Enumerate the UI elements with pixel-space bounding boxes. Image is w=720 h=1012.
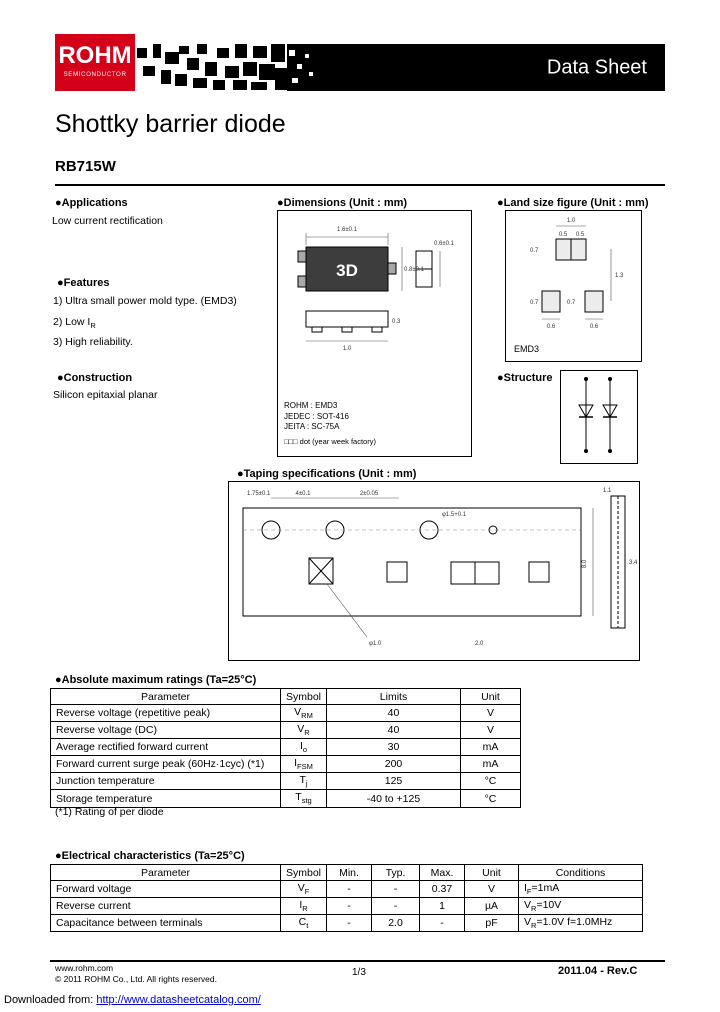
table-row <box>51 790 521 807</box>
typ-cell: - <box>372 898 420 915</box>
dimension-label: 2.0 <box>475 641 484 647</box>
taping-figure <box>228 481 640 661</box>
symbol-sub: j <box>305 779 308 789</box>
conditions-cell <box>519 881 643 898</box>
dimension-label: φ1.5+0.1 <box>442 512 467 518</box>
column-header-parameter: Parameter <box>51 689 281 705</box>
condition-sub: R <box>531 904 537 914</box>
dimension-label: 1.75±0.1 <box>247 491 271 497</box>
package-drawing <box>278 211 469 399</box>
unit-cell: µA <box>465 898 519 915</box>
table-row <box>51 915 643 932</box>
diode-schematic <box>561 371 635 461</box>
symbol-cell <box>281 722 327 739</box>
abs-max-heading: ●Absolute maximum ratings (Ta=25°C) <box>55 674 257 686</box>
limits-cell: 30 <box>327 739 461 756</box>
unit-cell: °C <box>461 790 521 807</box>
dimension-label: 0.7 <box>567 300 576 306</box>
symbol-cell <box>281 881 327 898</box>
condition-base: I <box>524 882 527 894</box>
features-heading: ●Features <box>57 277 110 289</box>
package-marking: 3D <box>336 261 358 280</box>
parameter-cell: Junction temperature <box>51 773 281 790</box>
dimension-label: 3.4 <box>629 560 637 566</box>
feature-item <box>53 334 237 355</box>
parameter-cell: Reverse voltage (DC) <box>51 722 281 739</box>
feature-text: 2) Low I <box>53 315 91 328</box>
download-note-prefix: Downloaded from: <box>4 994 97 1006</box>
column-header-limits: Limits <box>327 689 461 705</box>
abs-max-footnote: (*1) Rating of per diode <box>55 806 164 818</box>
dimension-label: 1.1 <box>603 488 612 494</box>
parameter-cell: Reverse current <box>51 898 281 915</box>
table-row <box>51 739 521 756</box>
package-views <box>298 247 432 332</box>
table-row <box>51 722 521 739</box>
max-cell: - <box>420 915 465 932</box>
table-row <box>51 898 643 915</box>
construction-heading: ●Construction <box>57 372 133 384</box>
min-cell: - <box>327 881 372 898</box>
column-header-parameter: Parameter <box>51 865 281 881</box>
land-package-label: EMD3 <box>514 344 540 354</box>
parameter-cell: Average rectified forward current <box>51 739 281 756</box>
symbol-cell <box>281 790 327 807</box>
symbol-cell <box>281 898 327 915</box>
symbol-base: I <box>294 757 298 770</box>
symbol-base: C <box>298 916 307 929</box>
dimensions-heading: ●Dimensions (Unit : mm) <box>277 197 408 209</box>
symbol-base: T <box>299 774 306 787</box>
max-cell: 0.37 <box>420 881 465 898</box>
dimension-label: 0.7 <box>530 300 539 306</box>
construction-body: Silicon epitaxial planar <box>53 389 158 401</box>
diode-symbols <box>579 379 617 451</box>
condition-sub: F <box>526 887 532 897</box>
conditions-cell <box>519 898 643 915</box>
dimension-label: 1.3 <box>615 273 624 279</box>
limits-cell: -40 to +125 <box>327 790 461 807</box>
feature-text: 1) Ultra small power mold type. (EMD3) <box>53 295 237 307</box>
symbol-cell <box>281 915 327 932</box>
dimensions-figure <box>277 210 472 457</box>
package-code-rohm: ROHM : EMD3 <box>284 401 338 410</box>
table-header-row <box>51 689 521 705</box>
symbol-sub: R <box>304 728 310 738</box>
dimension-label: 0.6±0.1 <box>434 241 454 247</box>
banner-title: Data Sheet <box>546 56 647 78</box>
table-row <box>51 881 643 898</box>
electrical-heading: ●Electrical characteristics (Ta=25°C) <box>55 850 245 862</box>
condition-rest: =10V <box>536 899 562 912</box>
feature-item <box>53 314 237 335</box>
symbol-cell <box>281 773 327 790</box>
column-header-max: Max. <box>420 865 465 881</box>
column-header-unit: Unit <box>461 689 521 705</box>
feature-item <box>53 293 237 314</box>
parameter-cell: Storage temperature <box>51 790 281 807</box>
footer-copyright: © 2011 ROHM Co., Ltd. All rights reserved. <box>55 974 218 984</box>
feature-sub: R <box>90 320 96 330</box>
limits-cell: 200 <box>327 756 461 773</box>
symbol-sub: stg <box>301 796 312 806</box>
footer-rule <box>50 960 665 962</box>
typ-cell: - <box>372 881 420 898</box>
symbol-sub: o <box>302 745 308 755</box>
page-title: Shottky barrier diode <box>55 110 286 138</box>
column-header-conditions: Conditions <box>519 865 643 881</box>
symbol-cell <box>281 705 327 722</box>
symbol-sub: F <box>304 887 310 897</box>
unit-cell: mA <box>461 739 521 756</box>
limits-cell: 40 <box>327 705 461 722</box>
dimension-label: 1.0 <box>342 346 352 352</box>
dimension-label: 1.6±0.1 <box>337 227 357 233</box>
download-note <box>4 994 261 1006</box>
rohm-logo-text: ROHM <box>58 42 132 69</box>
unit-cell: mA <box>461 756 521 773</box>
condition-sub: R <box>531 921 537 931</box>
absolute-maximum-ratings-table <box>50 688 521 808</box>
package-code-jedec: JEDEC : SOT-416 <box>284 411 349 421</box>
parameter-cell: Capacitance between terminals <box>51 915 281 932</box>
rohm-logo <box>55 34 135 91</box>
tape-drawing <box>229 482 637 658</box>
condition-rest: =1.0V f=1.0MHz <box>536 916 613 929</box>
limits-cell: 40 <box>327 722 461 739</box>
dimension-label: 0.6 <box>589 324 599 330</box>
structure-figure <box>560 370 638 464</box>
dimension-label: φ1.0 <box>369 641 382 647</box>
electrical-characteristics-table <box>50 864 643 932</box>
tape-views <box>243 496 625 628</box>
symbol-cell <box>281 756 327 773</box>
parameter-cell: Forward voltage <box>51 881 281 898</box>
package-codes <box>284 401 349 433</box>
table-row <box>51 705 521 722</box>
max-cell: 1 <box>420 898 465 915</box>
min-cell: - <box>327 915 372 932</box>
dimension-label: 0.5 <box>558 232 568 238</box>
unit-cell: V <box>461 705 521 722</box>
dimension-label: 4±0.1 <box>295 491 311 497</box>
symbol-base: T <box>295 791 302 804</box>
min-cell: - <box>327 898 372 915</box>
land-size-heading: ●Land size figure (Unit : mm) <box>497 197 649 209</box>
dimension-label: 0.8±0.1 <box>404 267 424 273</box>
dimension-label: 0.5 <box>575 232 585 238</box>
dimension-label: 0.3 <box>392 319 401 325</box>
condition-rest: =1mA <box>531 882 560 894</box>
column-header-unit: Unit <box>465 865 519 881</box>
banner-noise-pattern <box>135 44 335 91</box>
table-header-row <box>51 865 643 881</box>
column-header-min: Min. <box>327 865 372 881</box>
symbol-sub: RM <box>301 711 313 721</box>
unit-cell: pF <box>465 915 519 932</box>
limits-cell: 125 <box>327 773 461 790</box>
datasheetcatalog-link[interactable]: http://www.datasheetcatalog.com/ <box>96 994 261 1006</box>
part-number: RB715W <box>55 158 116 175</box>
land-size-figure <box>505 210 642 362</box>
symbol-base: I <box>299 740 303 753</box>
column-header-symbol: Symbol <box>281 865 327 881</box>
column-header-typ: Typ. <box>372 865 420 881</box>
symbol-cell <box>281 739 327 756</box>
footer-page-number: 1/3 <box>352 967 366 978</box>
typ-cell: 2.0 <box>372 915 420 932</box>
unit-cell: V <box>461 722 521 739</box>
symbol-base: I <box>299 899 303 912</box>
dimension-label: 0.6 <box>546 324 556 330</box>
parameter-cell: Reverse voltage (repetitive peak) <box>51 705 281 722</box>
table-row <box>51 773 521 790</box>
structure-heading: ●Structure <box>497 372 553 384</box>
symbol-base: V <box>294 706 302 718</box>
symbol-base: V <box>297 723 305 736</box>
footer-website: www.rohm.com <box>55 963 114 973</box>
symbol-base: V <box>297 882 305 894</box>
parameter-cell: Forward current surge peak (60Hz·1cyc) (*1) <box>51 756 281 773</box>
column-header-symbol: Symbol <box>281 689 327 705</box>
symbol-sub: R <box>302 904 308 914</box>
conditions-cell <box>519 915 643 932</box>
applications-heading: ●Applications <box>55 197 128 209</box>
condition-base: V <box>524 899 532 912</box>
feature-text: 3) High reliability. <box>53 336 133 349</box>
land-pattern-drawing <box>506 211 639 359</box>
table-row <box>51 756 521 773</box>
unit-cell: V <box>465 881 519 898</box>
marking-dot-note: □□□ dot (year week factory) <box>284 437 376 446</box>
taping-heading: ●Taping specifications (Unit : mm) <box>237 468 417 480</box>
dimension-label: 8.0 <box>582 559 588 569</box>
dimension-label: 0.7 <box>530 248 539 254</box>
package-code-jeita: JEITA : SC-75A <box>284 422 340 431</box>
datasheet-banner <box>135 44 665 91</box>
footer-revision: 2011.04 - Rev.C <box>558 965 638 977</box>
condition-base: V <box>524 916 532 929</box>
rohm-logo-subtext: SEMICONDUCTOR <box>63 71 127 78</box>
unit-cell: °C <box>461 773 521 790</box>
dimension-label: 2±0.05 <box>359 491 379 497</box>
dimension-label: 1.0 <box>566 218 576 224</box>
symbol-sub: t <box>306 921 309 931</box>
title-rule <box>55 184 665 186</box>
applications-body: Low current rectification <box>52 215 163 227</box>
features-list <box>53 293 237 355</box>
symbol-sub: FSM <box>297 762 313 772</box>
